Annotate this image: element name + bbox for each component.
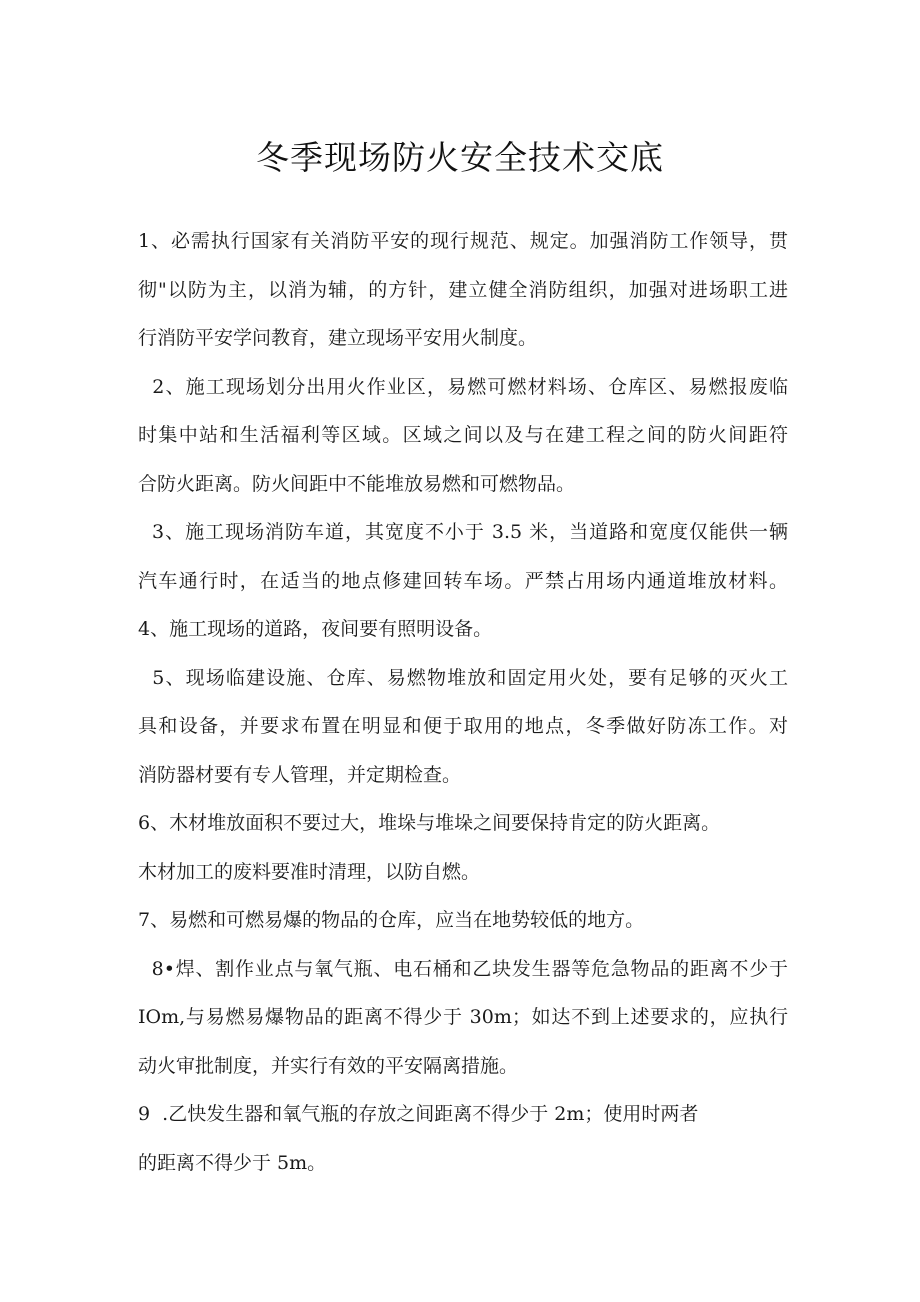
paragraph-line: 3、施工现场消防车道，其宽度不小于 3.5 米，当道路和宽度仅能供一辆 <box>138 521 788 543</box>
paragraph-line: 彻"以防为主，以消为辅，的方针，建立健全消防组织，加强对进场职工进 <box>138 279 788 301</box>
paragraph-line: 6、木材堆放面积不要过大，堆垛与堆垛之间要保持肯定的防火距离。 <box>138 812 721 834</box>
paragraph-line: IOm,与易燃易爆物品的距离不得少于 30m；如达不到上述要求的，应执行 <box>138 1006 788 1028</box>
paragraph-line: 5、现场临建设施、仓库、易燃物堆放和固定用火处，要有足够的灭火工 <box>138 667 788 689</box>
paragraph-line: 2、施工现场划分出用火作业区，易燃可燃材料场、仓库区、易燃报废临 <box>138 376 788 398</box>
paragraph-line: 具和设备，并要求布置在明显和便于取用的地点，冬季做好防冻工作。对 <box>138 715 788 737</box>
paragraph-line: 7、易燃和可燃易爆的物品的仓库，应当在地势较低的地方。 <box>138 909 645 931</box>
paragraph-line: 消防器材要有专人管理，并定期检查。 <box>138 764 462 786</box>
paragraph-line: 汽车通行时，在适当的地点修建回转车场。严禁占用场内通道堆放材料。 <box>138 570 788 592</box>
paragraph-line: 时集中站和生活福利等区域。区域之间以及与在建工程之间的防火间距符 <box>138 424 788 446</box>
paragraph-line: 9 .乙快发生器和氧气瓶的存放之间距离不得少于 2m；使用时两者 <box>138 1103 699 1125</box>
document-title: 冬季现场防火安全技术交底 <box>256 138 664 177</box>
paragraph-line: 动火审批制度，并实行有效的平安隔离措施。 <box>138 1055 519 1077</box>
paragraph-line: 4、施工现场的道路，夜间要有照明设备。 <box>138 618 493 640</box>
paragraph-line: 行消防平安学问教育，建立现场平安用火制度。 <box>138 327 538 349</box>
paragraph-line: 8•焊、割作业点与氧气瓶、电石桶和乙块发生器等危急物品的距离不少于 <box>138 958 788 980</box>
paragraph-line: 1、必需执行国家有关消防平安的现行规范、规定。加强消防工作领导，贯 <box>138 230 788 252</box>
paragraph-line: 的距离不得少于 5m。 <box>138 1152 327 1174</box>
paragraph-line: 合防火距离。防火间距中不能堆放易燃和可燃物品。 <box>138 473 576 495</box>
paragraph-line: 木材加工的废料要准时清理，以防自燃。 <box>138 861 481 883</box>
